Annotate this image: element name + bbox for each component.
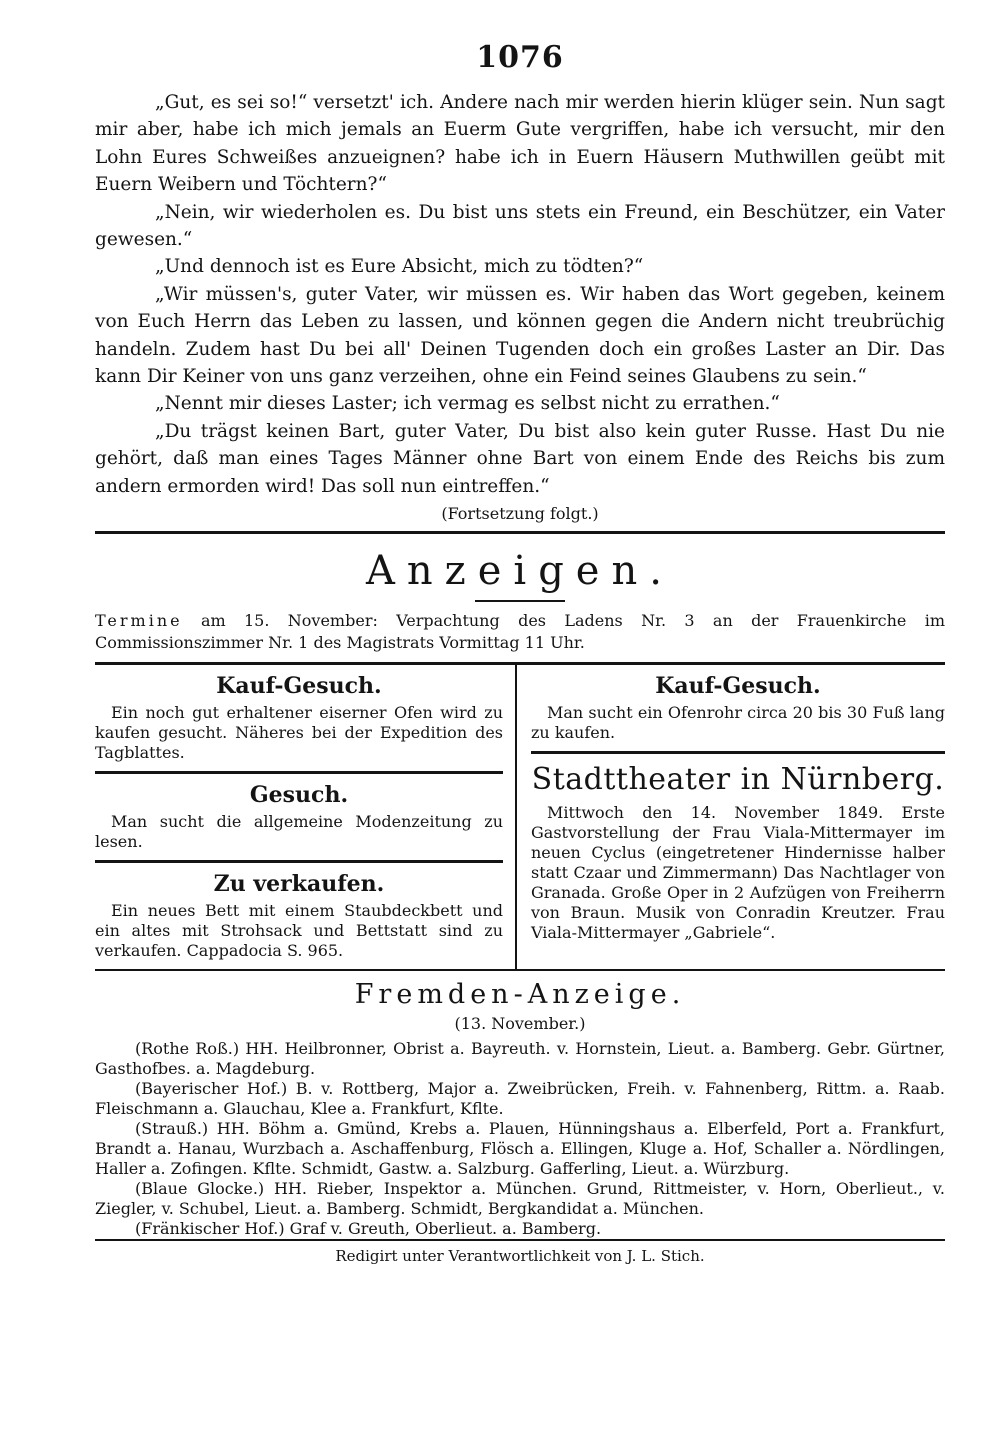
- story-text: [95, 89, 945, 523]
- theater-heading: Stadttheater in Nürnberg.: [531, 762, 945, 798]
- fremden-entry: (Bayerischer Hof.) B. v. Rottberg, Major a. Zweibrücken, Freih. v. Fahnenberg, Rittm. a. Raab. Fleischmann a. Glauchau, Klee a. Frankfurt, Kflte.: [95, 1079, 945, 1119]
- story-paragraph: „Gut, es sei so!“ versetzt' ich. Andere nach mir werden hierin klüger sein. Nun sagt mir aber, habe ich mich jemals an Euerm Gute vergriffen, habe ich versucht, mir den Lohn Eures Schweißes anzueignen? habe ich in Euern Häusern Muthwillen geübt mit Euern Weibern und Töchtern?“: [95, 92, 945, 196]
- fremden-title: Fremden-Anzeige.: [354, 979, 686, 1011]
- section-divider: [95, 531, 945, 534]
- ad-heading: Zu verkaufen.: [213, 871, 385, 898]
- ad-kauf-gesuch-right: [531, 665, 945, 751]
- page-number: 1076: [476, 40, 564, 75]
- ad-text: Man sucht ein Ofenrohr circa 20 bis 30 Fuß lang zu kaufen.: [531, 703, 945, 743]
- short-divider: [475, 600, 565, 602]
- ads-right-column: [517, 665, 945, 969]
- theater-text: Mittwoch den 14. November 1849. Erste Gastvorstellung der Frau Viala-Mittermayer im neuen Cyclus (eingetretener Hindernisse halber statt Czaar und Zimmermann) Das Nachtlager von Granada. Große Oper in 2 Aufzügen von Freiherrn von Braun. Musik von Conradin Kreutzer. Frau Viala-Mittermayer „Gabriele“.: [531, 803, 945, 943]
- ads-left-column: [95, 665, 515, 969]
- story-paragraph: „Nein, wir wiederholen es. Du bist uns stets ein Freund, ein Beschützer, ein Vater gewesen.“: [95, 201, 945, 251]
- fremden-date: (13. November.): [454, 1014, 586, 1034]
- fremden-anzeige: [95, 979, 945, 1239]
- newspaper-page: [95, 40, 945, 1400]
- termine-text: am 15. November: Verpachtung des Ladens Nr. 3 an der Frauenkirche im Commissionszimmer Nr. 1 des Magistrats Vormittag 11 Uhr.: [95, 611, 945, 653]
- ad-text: Ein neues Bett mit einem Staubdeckbett und ein altes mit Strohsack und Bettstatt sind zu verkaufen. Cappadocia S. 965.: [95, 901, 503, 961]
- story-paragraph: „Wir müssen's, guter Vater, wir müssen es. Wir haben das Wort gegeben, keinem von Euch Herrn das Leben zu lassen, und können gegen die Andern nicht treubrüchig handeln. Zudem hast Du bei all' Deinen Tugenden doch ein großes Laster an Dir. Das kann Dir Keiner von uns ganz verzeihen, ohne ein Feind seines Glaubens zu sein.“: [95, 283, 945, 388]
- termine-notice: [95, 610, 945, 654]
- footer-divider: [95, 1239, 945, 1241]
- editor-footer: Redigirt unter Verantwortlichkeit von J. L. Stich.: [335, 1247, 705, 1266]
- fremden-entry: (Blaue Glocke.) HH. Rieber, Inspektor a. München. Grund, Rittmeister, v. Horn, Oberlieut., v. Ziegler, v. Schubel, Lieut. a. Bamberg. Schmidt, Bergkandidat a. München.: [95, 1179, 945, 1219]
- termine-lead: Termine: [95, 611, 183, 631]
- ad-heading: Gesuch.: [249, 782, 349, 809]
- ad-text: Ein noch gut erhaltener eiserner Ofen wird zu kaufen gesucht. Näheres bei der Expedition des Tagblattes.: [95, 703, 503, 763]
- story-paragraph: „Du trägst keinen Bart, guter Vater, Du bist also kein guter Russe. Hast Du nie gehört, daß man eines Tages Männer ohne Bart von einem Ende des Reichs bis zum andern ermorden wird! Das soll nun eintreffen.“: [95, 420, 945, 497]
- ad-zu-verkaufen: [95, 860, 503, 969]
- ad-heading: Kauf-Gesuch.: [216, 673, 382, 700]
- story-paragraph: „Nennt mir dieses Laster; ich vermag es selbst nicht zu errathen.“: [155, 393, 780, 415]
- fremden-divider: [95, 969, 945, 971]
- fremden-entry: (Rothe Roß.) HH. Heilbronner, Obrist a. Bayreuth. v. Hornstein, Lieut. a. Bamberg. Gebr. Gürtner, Gasthofbes. a. Magdeburg.: [95, 1039, 945, 1079]
- fremden-entry: (Fränkischer Hof.) Graf v. Greuth, Oberlieut. a. Bamberg.: [135, 1219, 602, 1239]
- ad-text: Man sucht die allgemeine Modenzeitung zu lesen.: [95, 812, 503, 852]
- ad-heading: Kauf-Gesuch.: [655, 673, 821, 700]
- ads-columns: [95, 665, 945, 969]
- ads-title: Anzeigen.: [366, 548, 674, 595]
- fremden-entry: (Strauß.) HH. Böhm a. Gmünd, Krebs a. Plauen, Hünningshaus a. Elberfeld, Port a. Frankfurt, Brandt a. Hanau, Wurzbach a. Aschaffenburg, Flösch a. Ellingen, Kluge a. Hof, Schaller a. Nördlingen, Haller a. Zofingen. Kflte. Schmidt, Gastw. a. Salzburg. Gafferling, Lieut. a. Würzburg.: [95, 1119, 945, 1179]
- ad-stadttheater: [531, 751, 945, 951]
- story-paragraph: „Und dennoch ist es Eure Absicht, mich zu tödten?“: [155, 256, 644, 278]
- ad-gesuch: [95, 771, 503, 860]
- continued-note: (Fortsetzung folgt.): [441, 504, 599, 524]
- ad-kauf-gesuch-left: [95, 665, 503, 771]
